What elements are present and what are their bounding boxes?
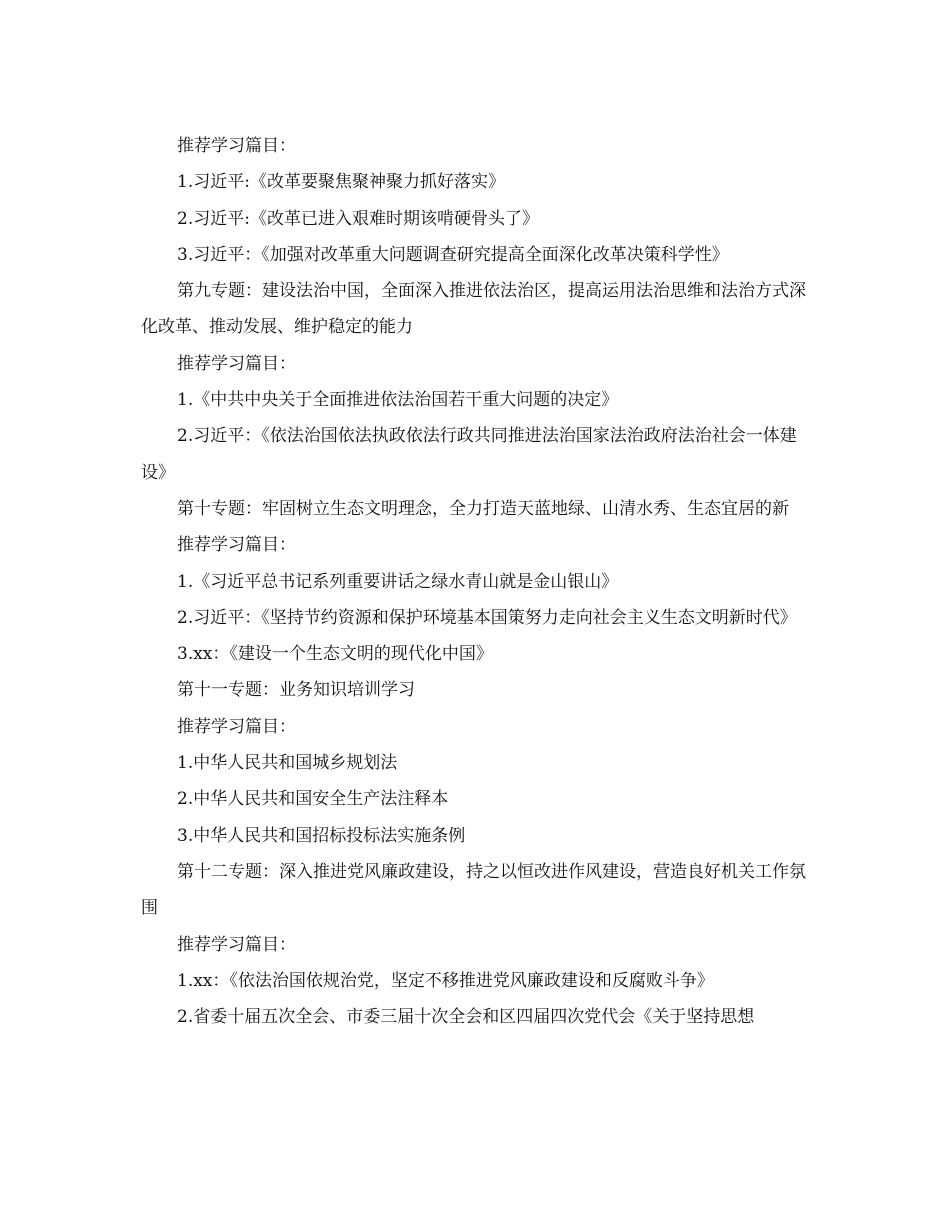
paragraph-recommended-reading-2: 推荐学习篇目：: [177, 353, 296, 374]
paragraph-item: 2.习近平:《改革已进入艰难时期该啃硬骨头了》: [177, 208, 539, 229]
paragraph-topic-11-heading: 第十一专题：业务知识培训学习: [177, 680, 415, 701]
paragraph-item: 2.习近平：《坚持节约资源和保护环境基本国策努力走向社会主义生态文明新时代》: [177, 607, 797, 628]
paragraph-item: 1.中华人民共和国城乡规划法: [177, 753, 398, 774]
paragraph-item: 2.习近平：《依法治国依法执政依法行政共同推进法治国家法治政府法治社会一体建设》: [141, 426, 797, 483]
paragraph-topic-10-heading: 第十专题：牢固树立生态文明理念，全力打造天蓝地绿、山清水秀、生态宜居的新: [177, 498, 789, 519]
paragraph-topic-12-heading: 第十二专题：深入推进党风廉政建设，持之以恒改进作风建设，营造良好机关工作氛围: [141, 861, 806, 919]
paragraph-item: 1.xx：《依法治国依规治党，坚定不移推进党风廉政建设和反腐败斗争》: [177, 970, 714, 991]
paragraph-topic-9-heading: 第九专题：建设法治中国，全面深入推进依法治区，提高运用法治思维和法治方式深化改革、推动发展、维护稳定的能力: [141, 281, 806, 338]
paragraph-item: 1.《中共中央关于全面推进依法治国若干重大问题的决定》: [177, 390, 619, 411]
paragraph-item: 1.习近平:《改革要聚焦聚神聚力抓好落实》: [177, 172, 505, 193]
paragraph-item: 2.中华人民共和国安全生产法注释本: [177, 789, 449, 810]
paragraph-item: 3.习近平：《加强对改革重大问题调查研究提高全面深化改革决策科学性》: [177, 244, 729, 265]
paragraph-recommended-reading-5: 推荐学习篇目：: [177, 934, 296, 955]
paragraph-item: 3.中华人民共和国招标投标法实施条例: [177, 825, 466, 846]
paragraph-recommended-reading-3: 推荐学习篇目：: [177, 535, 296, 556]
document-body: [141, 128, 813, 1035]
paragraph-item: 3.xx：《建设一个生态文明的现代化中国》: [177, 644, 493, 665]
paragraph-recommended-reading-4: 推荐学习篇目：: [177, 716, 296, 737]
paragraph-item: 2.省委十届五次全会、市委三届十次全会和区四届四次党代会《关于坚持思想: [177, 1007, 755, 1028]
paragraph-item: 1.《习近平总书记系列重要讲话之绿水青山就是金山银山》: [177, 571, 619, 592]
paragraph-recommended-reading-1: 推荐学习篇目：: [177, 136, 296, 156]
